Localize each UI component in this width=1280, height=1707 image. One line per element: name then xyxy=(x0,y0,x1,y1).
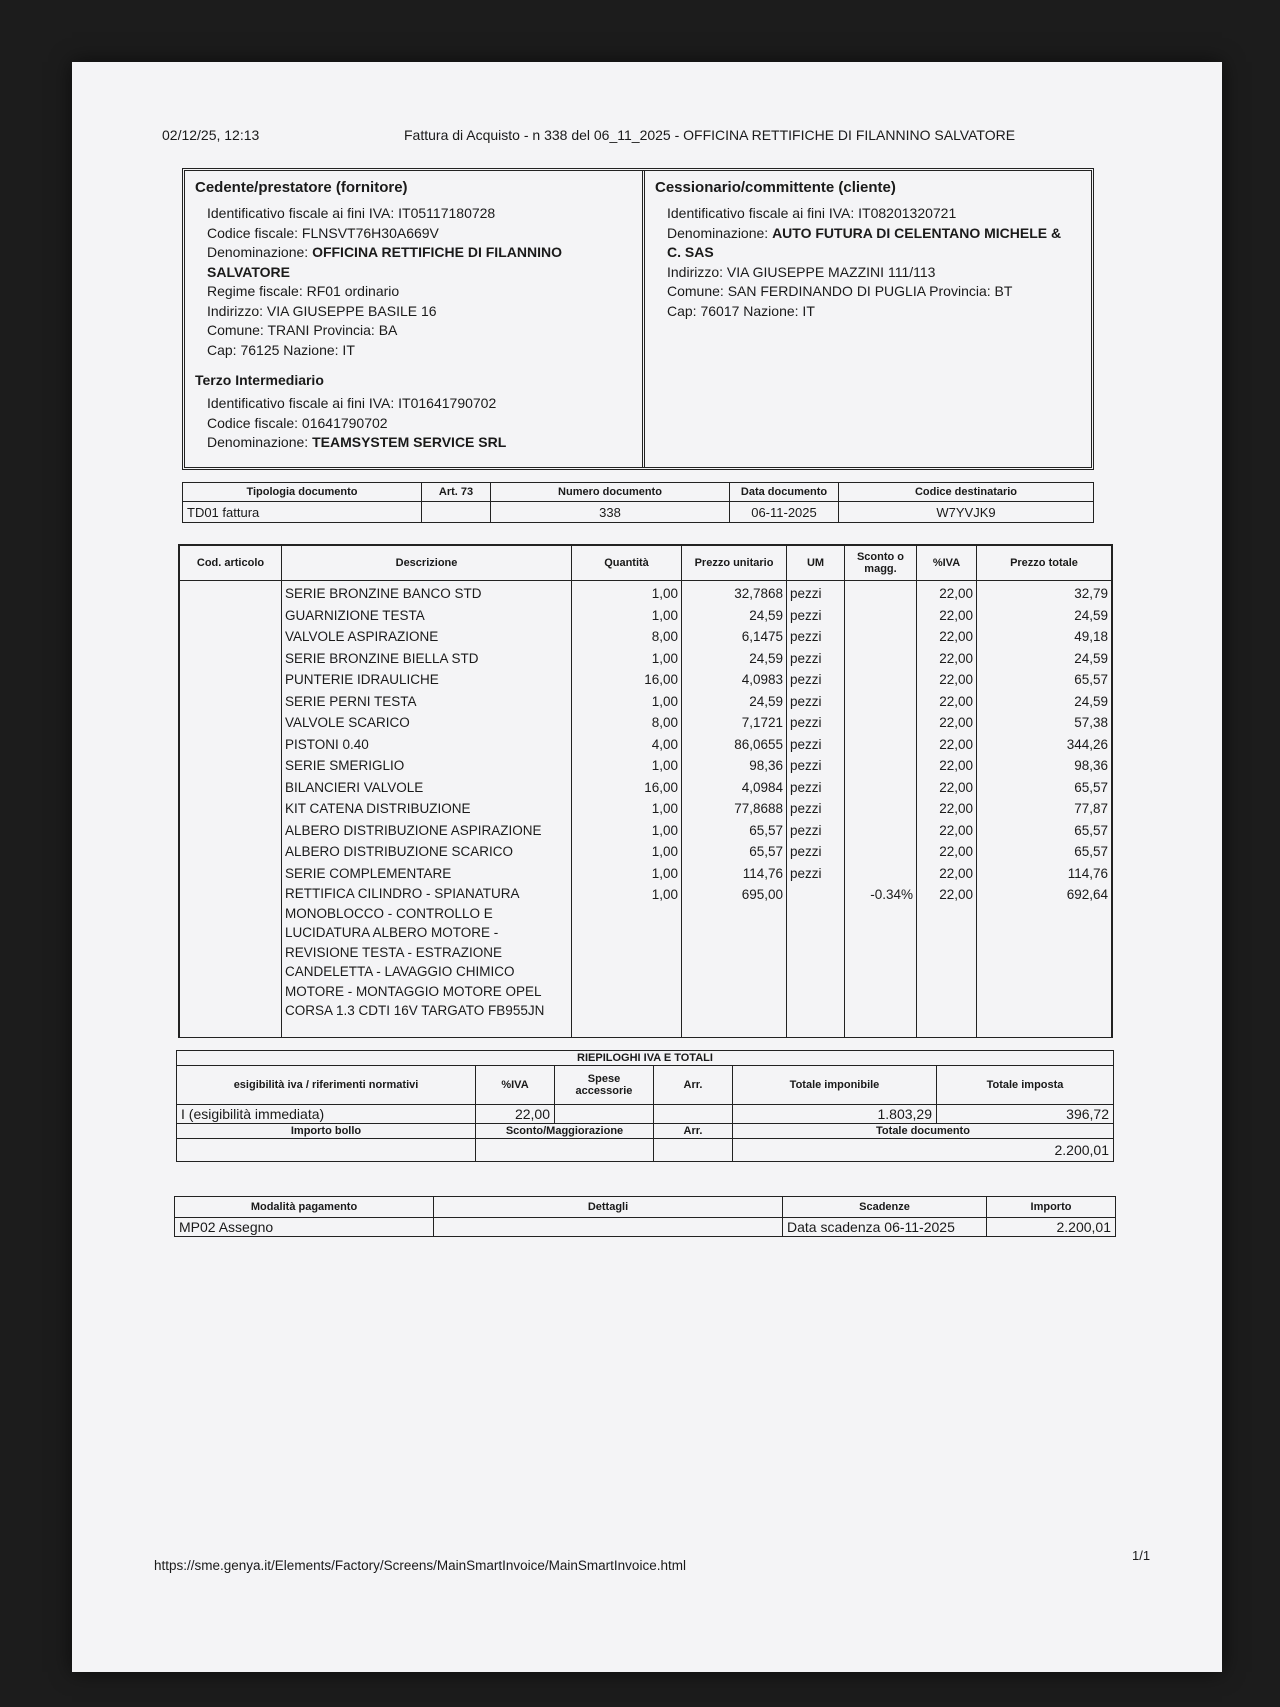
item-description-line: MOTORE - MONTAGGIO MOTORE OPEL xyxy=(285,983,542,999)
item-description-line: REVISIONE TESTA - ESTRAZIONE xyxy=(285,944,503,960)
pagamento-h-dettagli: Dettagli xyxy=(434,1197,783,1218)
item-vat: 22,00 xyxy=(939,887,973,902)
item-total: 65,57 xyxy=(1074,822,1108,838)
item-total: 24,59 xyxy=(1074,650,1108,666)
item-um: pezzi xyxy=(790,715,822,730)
doc-header-tipologia: Tipologia documento xyxy=(183,483,422,502)
item-unit-price: 98,36 xyxy=(749,758,783,773)
pagamento-h-importo: Importo xyxy=(987,1197,1116,1218)
riepilogo-bollo xyxy=(177,1139,476,1162)
item-quantity: 1,00 xyxy=(651,844,678,859)
item-vat: 22,00 xyxy=(939,586,973,601)
item-unit-price: 4,0984 xyxy=(741,779,783,795)
riepilogo-esigibilita: I (esigibilità immediata) xyxy=(177,1105,476,1124)
terzo-codice-fiscale: Codice fiscale: 01641790702 xyxy=(207,414,388,431)
riepilogo-imposta: 396,72 xyxy=(937,1105,1114,1124)
item-vat: 22,00 xyxy=(939,629,973,644)
item-total: 24,59 xyxy=(1074,693,1108,709)
doc-tipologia: TD01 fattura xyxy=(183,502,422,523)
item-unit-price: 65,57 xyxy=(749,822,783,838)
cedente-denominazione xyxy=(195,243,632,263)
item-discount xyxy=(848,863,913,885)
item-description-line: MONOBLOCCO - CONTROLLO E xyxy=(285,905,493,921)
doc-header-art73: Art. 73 xyxy=(422,483,491,502)
iva-column xyxy=(917,581,977,1038)
item-um: pezzi xyxy=(790,736,822,752)
riepilogo-h-bollo: Importo bollo xyxy=(177,1124,476,1139)
prezzo-totale-column xyxy=(977,581,1112,1038)
item-description: SERIE COMPLEMENTARE xyxy=(285,865,452,881)
riepilogo-h-arr-2: Arr. xyxy=(654,1124,733,1139)
document-info-table xyxy=(182,482,1094,523)
items-header-row xyxy=(180,546,1112,581)
item-quantity: 8,00 xyxy=(651,715,678,730)
item-discount xyxy=(848,841,913,863)
item-vat: 22,00 xyxy=(939,844,973,859)
col-descrizione: Descrizione xyxy=(282,546,572,581)
item-quantity: 1,00 xyxy=(651,586,678,601)
item-description: BILANCIERI VALVOLE xyxy=(285,779,424,795)
item-vat: 22,00 xyxy=(939,779,973,795)
item-um: pezzi xyxy=(790,672,822,687)
item-quantity: 16,00 xyxy=(644,672,678,687)
item-description-line: RETTIFICA CILINDRO - SPIANATURA xyxy=(285,886,520,901)
riepilogo-sconto xyxy=(476,1139,654,1162)
item-total: 98,36 xyxy=(1074,758,1108,773)
item-vat: 22,00 xyxy=(939,801,973,816)
riepilogo-values-row xyxy=(177,1105,1114,1124)
item-quantity: 1,00 xyxy=(651,693,678,709)
document-info-header xyxy=(183,483,1094,502)
item-unit-price: 77,8688 xyxy=(734,801,783,816)
item-discount xyxy=(848,798,913,820)
item-vat: 22,00 xyxy=(939,758,973,773)
item-unit-price: 24,59 xyxy=(749,650,783,666)
item-discount xyxy=(848,648,913,670)
item-discount: -0.34% xyxy=(870,887,913,902)
doc-codice-destinatario: W7YVJK9 xyxy=(839,502,1094,523)
col-prezzo-unitario: Prezzo unitario xyxy=(682,546,787,581)
item-unit-price: 4,0983 xyxy=(741,672,783,687)
document-info-values xyxy=(183,502,1094,523)
item-unit-price: 32,7868 xyxy=(734,586,783,601)
col-cod-articolo: Cod. articolo xyxy=(180,546,282,581)
item-um: pezzi xyxy=(790,650,822,666)
invoice-paper xyxy=(72,62,1222,1672)
item-um: pezzi xyxy=(790,629,822,644)
cessionario-heading: Cessionario/committente (cliente) xyxy=(655,179,896,196)
item-um: pezzi xyxy=(790,844,822,859)
item-um: pezzi xyxy=(790,693,822,709)
item-discount xyxy=(848,605,913,627)
cessionario-id-iva: Identificativo fiscale ai fini IVA: IT08201320721 xyxy=(667,205,957,221)
item-um: pezzi xyxy=(790,822,822,838)
riepilogo-h-arr: Arr. xyxy=(654,1066,733,1105)
riepilogo-arr xyxy=(654,1105,733,1124)
terzo-denominazione-value: TEAMSYSTEM SERVICE SRL xyxy=(312,434,507,450)
doc-data: 06-11-2025 xyxy=(730,502,839,523)
item-quantity: 4,00 xyxy=(651,736,678,752)
item-total: 344,26 xyxy=(1066,736,1108,752)
item-vat: 22,00 xyxy=(939,693,973,709)
col-iva: %IVA xyxy=(917,546,977,581)
riepilogo-h-totale-documento: Totale documento xyxy=(733,1124,1114,1139)
page-number: 1/1 xyxy=(1132,1548,1151,1563)
item-quantity: 1,00 xyxy=(651,865,678,881)
items-body xyxy=(180,581,1112,1038)
item-quantity: 1,00 xyxy=(651,607,678,623)
item-um: pezzi xyxy=(790,779,822,795)
cedente-denominazione-cont xyxy=(195,263,632,283)
cedente-id-iva: Identificativo fiscale ai fini IVA: IT05117180728 xyxy=(207,205,496,221)
item-description-line: CORSA 1.3 CDTI 16V TARGATO FB955JN xyxy=(285,1003,545,1018)
item-quantity: 16,00 xyxy=(644,779,678,795)
riepilogo-title: RIEPILOGHI IVA E TOTALI xyxy=(177,1051,1114,1066)
descrizione-column xyxy=(282,581,572,1038)
items-table xyxy=(179,545,1112,1037)
pagamento-importo: 2.200,01 xyxy=(987,1218,1116,1237)
cedente-denominazione-label: Denominazione: xyxy=(207,244,313,260)
item-discount xyxy=(848,691,913,713)
riepilogo-h-sconto: Sconto/Maggiorazione xyxy=(476,1124,654,1139)
item-total: 24,59 xyxy=(1074,607,1108,623)
col-sconto: Sconto o magg. xyxy=(845,546,917,581)
item-um: pezzi xyxy=(790,758,822,773)
cedente-heading: Cedente/prestatore (fornitore) xyxy=(195,179,408,196)
item-quantity: 1,00 xyxy=(651,758,678,773)
item-discount xyxy=(848,734,913,756)
riepilogo-h-esigibilita: esigibilità iva / riferimenti normativi xyxy=(177,1066,476,1105)
riepilogo-spese xyxy=(555,1105,654,1124)
item-total: 32,79 xyxy=(1074,586,1108,601)
item-total: 65,57 xyxy=(1074,672,1108,687)
item-vat: 22,00 xyxy=(939,736,973,752)
item-quantity: 1,00 xyxy=(651,801,678,816)
col-um: UM xyxy=(787,546,845,581)
pagamento-h-scadenze: Scadenze xyxy=(783,1197,987,1218)
item-quantity: 1,00 xyxy=(651,822,678,838)
item-discount xyxy=(848,626,913,648)
riepilogo-values-row-2 xyxy=(177,1139,1114,1162)
item-description: SERIE BRONZINE BIELLA STD xyxy=(285,650,479,666)
riepilogo-header-row xyxy=(177,1066,1114,1105)
item-description-line: LUCIDATURA ALBERO MOTORE - xyxy=(285,925,499,940)
item-vat: 22,00 xyxy=(939,715,973,730)
pagamento-values-row xyxy=(175,1218,1116,1237)
item-description: ALBERO DISTRIBUZIONE ASPIRAZIONE xyxy=(285,822,542,838)
cedente-section xyxy=(185,171,645,467)
col-prezzo-totale: Prezzo totale xyxy=(977,546,1112,581)
um-column xyxy=(787,581,845,1038)
cessionario-cap: Cap: 76017 Nazione: IT xyxy=(667,302,815,319)
riepilogo-header-row-2 xyxy=(177,1124,1114,1139)
cedente-regime: Regime fiscale: RF01 ordinario xyxy=(207,283,400,299)
item-description: SERIE SMERIGLIO xyxy=(285,758,405,773)
item-description: SERIE BRONZINE BANCO STD xyxy=(285,586,482,601)
print-datetime: 02/12/25, 12:13 xyxy=(162,127,260,143)
footer-url: https://sme.genya.it/Elements/Factory/Screens/MainSmartInvoice/MainSmartInvoice.html xyxy=(154,1558,686,1573)
terzo-id-iva: Identificativo fiscale ai fini IVA: IT01641790702 xyxy=(207,395,497,411)
items-table-wrap xyxy=(178,544,1113,1038)
item-discount xyxy=(848,669,913,691)
doc-header-codice-destinatario: Codice destinatario xyxy=(839,483,1094,502)
item-vat: 22,00 xyxy=(939,672,973,687)
item-total: 77,87 xyxy=(1074,801,1108,816)
item-vat: 22,00 xyxy=(939,650,973,666)
doc-art73 xyxy=(422,502,491,523)
item-unit-price: 24,59 xyxy=(749,607,783,623)
item-unit-price: 6,1475 xyxy=(741,629,783,644)
terzo-denominazione-label: Denominazione: xyxy=(207,434,313,450)
item-vat: 22,00 xyxy=(939,607,973,623)
item-quantity: 1,00 xyxy=(651,650,678,666)
riepilogo-h-imponibile: Totale imponibile xyxy=(733,1066,937,1105)
cessionario-section xyxy=(645,171,1091,467)
item-description: KIT CATENA DISTRIBUZIONE xyxy=(285,801,471,816)
item-unit-price: 65,57 xyxy=(749,844,783,859)
item-unit-price: 695,00 xyxy=(741,887,783,902)
item-quantity: 8,00 xyxy=(651,629,678,644)
pagamento-scadenze: Data scadenza 06-11-2025 xyxy=(783,1218,987,1237)
doc-header-data: Data documento xyxy=(730,483,839,502)
riepilogo-imponibile: 1.803,29 xyxy=(733,1105,937,1124)
doc-numero: 338 xyxy=(491,502,730,523)
item-total: 49,18 xyxy=(1074,629,1108,644)
col-quantita: Quantità xyxy=(572,546,682,581)
item-unit-price: 7,1721 xyxy=(741,715,783,730)
item-unit-price: 24,59 xyxy=(749,693,783,709)
pagamento-table xyxy=(174,1196,1116,1237)
riepilogo-arr-2 xyxy=(654,1139,733,1162)
item-description: GUARNIZIONE TESTA xyxy=(285,607,425,623)
cedente-denominazione-value2: SALVATORE xyxy=(207,263,290,280)
pagamento-h-modalita: Modalità pagamento xyxy=(175,1197,434,1218)
item-discount xyxy=(848,712,913,734)
riepilogo-h-spese: Spese accessorie xyxy=(555,1066,654,1105)
cessionario-denominazione xyxy=(655,224,1081,244)
item-um: pezzi xyxy=(790,865,822,881)
item-total: 57,38 xyxy=(1074,715,1108,730)
cod-articolo-column xyxy=(180,581,282,1038)
prezzo-unitario-column xyxy=(682,581,787,1038)
item-total: 65,57 xyxy=(1074,779,1108,795)
item-um xyxy=(790,884,841,906)
item-unit-price: 114,76 xyxy=(742,865,783,881)
terzo-heading: Terzo Intermediario xyxy=(195,372,324,388)
riepilogo-iva-table xyxy=(176,1050,1114,1162)
item-total: 692,64 xyxy=(1066,887,1108,902)
item-description: ALBERO DISTRIBUZIONE SCARICO xyxy=(285,844,514,859)
item-um: pezzi xyxy=(790,801,822,816)
pagamento-dettagli xyxy=(434,1218,783,1237)
item-vat: 22,00 xyxy=(939,865,973,881)
cedente-denominazione-value: OFFICINA RETTIFICHE DI FILANNINO xyxy=(312,244,562,260)
item-um: pezzi xyxy=(790,586,822,601)
riepilogo-iva: 22,00 xyxy=(476,1105,555,1124)
parties-box xyxy=(182,168,1094,470)
riepilogo-title-row xyxy=(177,1051,1114,1066)
cessionario-denominazione-value: AUTO FUTURA DI CELENTANO MICHELE & xyxy=(772,224,1062,241)
document-title: Fattura di Acquisto - n 338 del 06_11_2025 - OFFICINA RETTIFICHE DI FILANNINO SALVATORE xyxy=(404,127,1016,143)
item-description: PUNTERIE IDRAULICHE xyxy=(285,672,439,687)
item-vat: 22,00 xyxy=(939,822,973,838)
quantita-column xyxy=(572,581,682,1038)
cedente-codice-fiscale: Codice fiscale: FLNSVT76H30A669V xyxy=(207,224,439,241)
item-description: SERIE PERNI TESTA xyxy=(285,693,417,709)
item-discount xyxy=(848,777,913,799)
item-discount xyxy=(848,583,913,605)
terzo-denominazione xyxy=(195,433,632,453)
sconto-column xyxy=(845,581,917,1038)
cessionario-comune: Comune: SAN FERDINANDO DI PUGLIA Provincia: BT xyxy=(667,283,1013,299)
item-discount xyxy=(848,755,913,777)
item-total: 65,57 xyxy=(1074,844,1108,859)
item-total: 114,76 xyxy=(1067,865,1108,881)
cessionario-indirizzo: Indirizzo: VIA GIUSEPPE MAZZINI 111/113 xyxy=(667,263,936,280)
pagamento-header-row xyxy=(175,1197,1116,1218)
doc-header-numero: Numero documento xyxy=(491,483,730,502)
cedente-indirizzo: Indirizzo: VIA GIUSEPPE BASILE 16 xyxy=(207,302,437,319)
cessionario-denominazione-cont xyxy=(655,243,1081,263)
riepilogo-h-imposta: Totale imposta xyxy=(937,1066,1114,1105)
cedente-comune: Comune: TRANI Provincia: BA xyxy=(207,322,398,338)
item-description: VALVOLE SCARICO xyxy=(285,715,410,730)
item-description-line: CANDELETTA - LAVAGGIO CHIMICO xyxy=(285,964,515,979)
cessionario-denominazione-value2: C. SAS xyxy=(667,244,714,260)
riepilogo-totale-documento: 2.200,01 xyxy=(733,1139,1114,1162)
item-unit-price: 86,0655 xyxy=(734,736,783,752)
item-quantity: 1,00 xyxy=(651,887,678,902)
item-description: VALVOLE ASPIRAZIONE xyxy=(285,629,439,644)
riepilogo-h-iva: %IVA xyxy=(476,1066,555,1105)
pagamento-modalita: MP02 Assegno xyxy=(175,1218,434,1237)
item-um: pezzi xyxy=(790,607,822,623)
item-description: PISTONI 0.40 xyxy=(285,736,369,752)
cessionario-denominazione-label: Denominazione: xyxy=(667,224,773,241)
cedente-cap: Cap: 76125 Nazione: IT xyxy=(207,341,355,358)
item-discount xyxy=(848,820,913,842)
